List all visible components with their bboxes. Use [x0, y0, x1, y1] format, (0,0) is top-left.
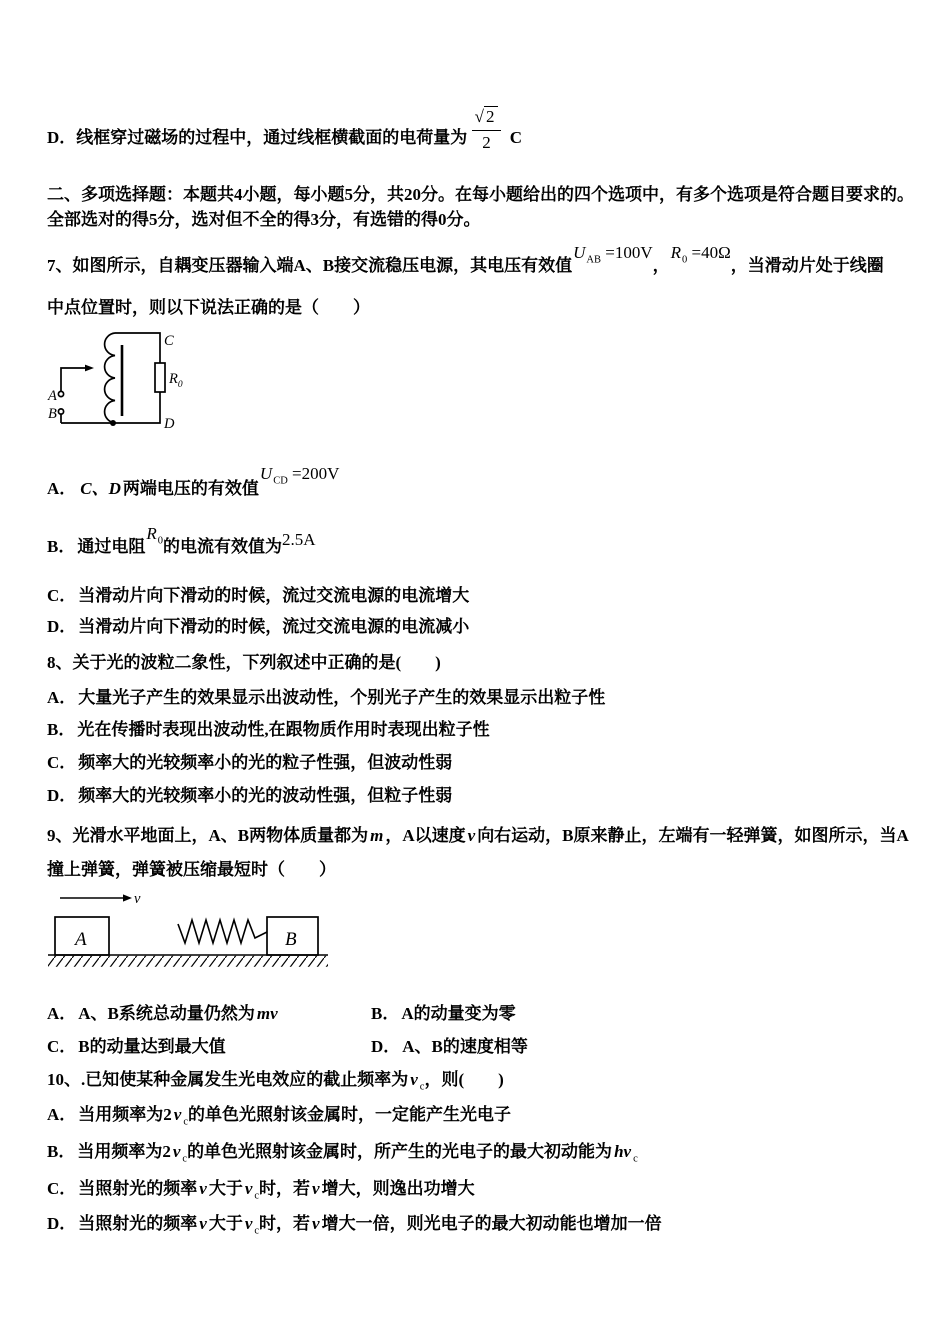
- resistor-label: $R_0$: [169, 371, 183, 390]
- circuit-diagram: [45, 330, 210, 430]
- question-7-option-c: [47, 585, 469, 607]
- radical-sign: √: [474, 107, 484, 126]
- momentum-mv: mv: [256, 1004, 278, 1023]
- option-text: 大量光子产生的效果显示出波动性，个别光子产生的效果显示出粒子性: [78, 688, 606, 707]
- question-7-stem-line-2: 中点位置时，则以下说法正确的是（ ）: [47, 298, 370, 317]
- q10-stem-text-cont: ，则( ): [424, 1070, 504, 1089]
- ground-hatching: [48, 956, 328, 967]
- block-a-label: A: [75, 929, 87, 950]
- option-text: A、B的速度相等: [402, 1037, 528, 1056]
- option-text: 当滑动片向下滑动的时候，流过交流电源的电流减小: [78, 617, 470, 636]
- section-two-heading-line-1: 二、多项选择题：本题共4小题，每小题5分，共20分。在每小题给出的四个选项中，有多个选项是符合题目要求的。: [47, 185, 914, 204]
- option-label: A．: [47, 1004, 77, 1023]
- option-text: 两端电压的有效值: [122, 479, 259, 498]
- question-9-stem-line-2: 撞上弹簧，弹簧被压缩最短时（ ）: [47, 860, 336, 879]
- option-text: 当照射光的频率: [78, 1214, 198, 1233]
- option-text-cont: 的单色光照射该金属时，一定能产生光电子: [188, 1105, 511, 1124]
- option-label: C．: [47, 1037, 77, 1056]
- question-9-option-a: [47, 1003, 280, 1025]
- option-text: A、B系统总动量仍然为: [78, 1004, 255, 1023]
- option-text: 大于: [208, 1214, 243, 1233]
- velocity-var: v: [467, 826, 476, 845]
- option-text-cont: 的电流有效值为: [162, 537, 282, 556]
- option-text: 当用频率为2: [78, 1105, 172, 1124]
- formula-ucd: $U_{CD} =200V$: [259, 464, 340, 487]
- terminal-b-circle: [58, 409, 63, 414]
- option-label: B．: [371, 1004, 400, 1023]
- slider-arrow-icon: [85, 365, 94, 372]
- wire-slider: [61, 368, 85, 391]
- resistor-symbol: [155, 363, 165, 392]
- question-7-option-d: [47, 616, 469, 638]
- question-7-option-b: [47, 524, 316, 558]
- option-label: D．: [47, 1214, 77, 1233]
- question-10-option-d: D． 当照射光的频率 v 大于 v $_c$时，若 v 增大一倍，则光电子的最大初动能也增加一倍: [47, 1214, 662, 1237]
- terminal-a-circle: [58, 391, 63, 396]
- option-text: 光在传播时表现出波动性,在跟物质作用时表现出粒子性: [77, 720, 490, 739]
- question-7-stem-line-1: [47, 243, 884, 277]
- question-8-option-d: [47, 785, 452, 807]
- option-text: 时，若: [259, 1179, 311, 1198]
- cutoff-frequency-var: v: [410, 1070, 418, 1089]
- option-text-cont: 增大一倍，则光电子的最大初动能也增加一倍: [321, 1214, 662, 1233]
- option-text: 时，若: [259, 1214, 311, 1233]
- question-7-option-a: [47, 464, 340, 500]
- option-text: A的动量变为零: [401, 1004, 516, 1023]
- prev-question-option-d: [47, 100, 522, 158]
- formula-uab: $U_{AB} =100V$: [573, 243, 653, 266]
- fraction-denominator: 2: [472, 130, 501, 154]
- question-8-stem: 8、关于光的波粒二象性，下列叙述中正确的是( ): [47, 653, 441, 672]
- vars-cd: C、D: [80, 479, 121, 498]
- option-text-cont: 增大，则逸出功增大: [321, 1179, 475, 1198]
- frequency-var: v: [244, 1179, 253, 1198]
- option-label: D．: [371, 1037, 401, 1056]
- frequency-var: v: [199, 1179, 207, 1198]
- q10-stem-text: 10、.已知使某种金属发生光电效应的截止频率为: [47, 1070, 409, 1089]
- question-9-option-d: [371, 1036, 528, 1058]
- option-label: A．: [47, 1105, 77, 1124]
- option-text: 当用频率为2: [77, 1142, 171, 1161]
- node-c-label: C: [164, 333, 174, 349]
- spring-coil: [178, 920, 267, 943]
- q9-stem-text: ，A以速度: [385, 826, 466, 845]
- option-label: B．: [47, 1142, 76, 1161]
- question-9-option-b: [371, 1003, 516, 1025]
- option-text: B的动量达到最大值: [78, 1037, 226, 1056]
- question-8-option-b: [47, 719, 490, 741]
- question-9-option-c: [47, 1036, 226, 1058]
- option-label: B．: [47, 720, 76, 739]
- radicand: 2: [484, 106, 499, 127]
- question-10-option-b: B． 当用频率为2 v $_c$的单色光照射该金属时，所产生的光电子的最大初动能为 hv $_c$: [47, 1142, 638, 1165]
- option-text: 大于: [208, 1179, 243, 1198]
- current-value: 2.5A: [281, 530, 316, 549]
- wire-right-bottom: [61, 392, 160, 423]
- option-text: 当照射光的频率: [78, 1179, 198, 1198]
- mass-var: m: [370, 826, 384, 845]
- velocity-label: v: [134, 891, 141, 907]
- q7-stem-text-cont: ，当滑动片处于线圈: [730, 256, 884, 275]
- charge-unit: C: [509, 128, 523, 147]
- fraction-sqrt2-over-2: [472, 104, 501, 154]
- q9-stem-text: 9、光滑水平地面上，A、B两物体质量都为: [47, 826, 369, 845]
- option-label: C．: [47, 753, 77, 772]
- option-label: D．: [47, 786, 77, 805]
- option-label: C．: [47, 586, 77, 605]
- terminal-b-label: B: [48, 406, 57, 422]
- spring-diagram: [45, 886, 335, 978]
- transformer-coil: [105, 333, 115, 423]
- block-b-label: B: [285, 929, 297, 950]
- formula-r0: $R_0 =40\Omega$: [670, 243, 731, 266]
- option-label: B．: [47, 537, 76, 556]
- velocity-arrow-head-icon: [123, 894, 132, 901]
- option-text: 频率大的光较频率小的光的波动性强，但粒子性弱: [78, 786, 453, 805]
- frequency-var: v: [199, 1214, 207, 1233]
- question-8-option-a: [47, 687, 605, 709]
- question-10-stem: 10、.已知使某种金属发生光电效应的截止频率为 v $_c$，则( ): [47, 1070, 504, 1093]
- formula-r0-inline: $R_0$: [146, 524, 163, 547]
- option-d-label: D．: [47, 128, 77, 147]
- node-d-label: D: [164, 416, 175, 430]
- comma: ，: [652, 256, 670, 275]
- section-two-heading-line-2: 全部选对的得5分，选对但不全的得3分，有选错的得0分。: [47, 210, 481, 229]
- junction-dot: [110, 420, 116, 426]
- option-text-cont: 的单色光照射该金属时，所产生的光电子的最大初动能为: [187, 1142, 613, 1161]
- frequency-var: v: [312, 1179, 320, 1198]
- question-8-option-c: [47, 752, 452, 774]
- option-text: 频率大的光较频率小的光的粒子性强，但波动性弱: [78, 753, 453, 772]
- question-9-stem-line-1: [47, 825, 909, 847]
- option-label: A．: [47, 479, 77, 498]
- fraction-numerator: [472, 104, 501, 130]
- question-10-option-a: A． 当用频率为2 v $_c$的单色光照射该金属时，一定能产生光电子: [47, 1105, 511, 1128]
- frequency-var: v: [244, 1214, 253, 1233]
- frequency-var: v: [173, 1105, 182, 1124]
- frequency-var: v: [172, 1142, 181, 1161]
- option-label: D．: [47, 617, 77, 636]
- q9-stem-text: 向右运动，B原来静止，左端有一轻弹簧，如图所示，当A: [477, 826, 909, 845]
- question-10-option-c: C． 当照射光的频率 v 大于 v $_c$时，若 v 增大，则逸出功增大: [47, 1179, 475, 1202]
- energy-hvc: hv: [614, 1142, 632, 1161]
- option-d-text: 线框穿过磁场的过程中，通过线框横截面的电荷量为: [76, 128, 468, 147]
- terminal-a-label: A: [48, 388, 57, 404]
- frequency-var: v: [312, 1214, 320, 1233]
- option-text: 当滑动片向下滑动的时候，流过交流电源的电流增大: [78, 586, 470, 605]
- option-label: C．: [47, 1179, 77, 1198]
- q7-stem-text: 7、如图所示，自耦变压器输入端A、B接交流稳压电源，其电压有效值: [47, 256, 573, 275]
- option-label: A．: [47, 688, 77, 707]
- option-text: 通过电阻: [77, 537, 146, 556]
